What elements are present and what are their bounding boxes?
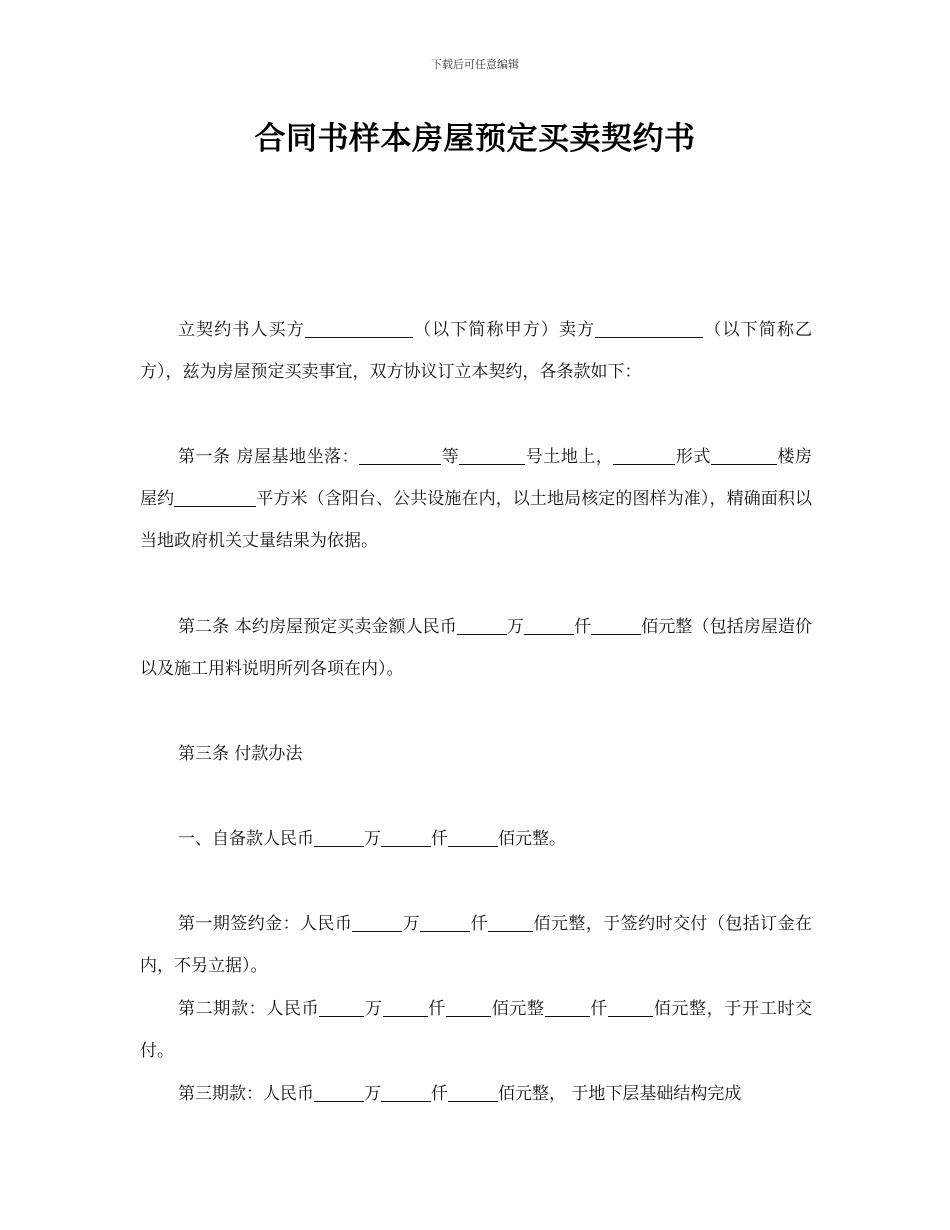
period-2-paragraph — [140, 988, 812, 1072]
blank-line — [545, 999, 590, 1017]
blank-line — [608, 999, 653, 1017]
text-segment: 形式 — [675, 447, 711, 467]
blank-line — [174, 489, 256, 507]
document-title: 合同书样本房屋预定买卖契约书 — [254, 121, 696, 157]
blank-line — [595, 320, 703, 338]
text-segment: 第二期款：人民币 — [178, 999, 320, 1019]
blank-line — [383, 999, 428, 1017]
article-2-paragraph — [140, 606, 812, 690]
blank-line — [711, 447, 777, 465]
text-segment: 仟 — [427, 999, 447, 1019]
blank-line — [448, 829, 498, 847]
text-segment: 佰元整， 于地下层基础结构完成 — [498, 1084, 742, 1104]
blank-line — [305, 320, 413, 338]
text-segment: 仟 — [589, 999, 609, 1019]
blank-line — [524, 617, 574, 635]
text-segment: 等 — [441, 447, 460, 467]
text-segment: 仟 — [470, 914, 489, 934]
text-segment: 万 — [364, 999, 383, 1019]
blank-line — [314, 829, 364, 847]
blank-line — [381, 1084, 431, 1102]
text-segment: 佰元整（包括房屋造价以及施工用料说明所列各项在内）。 — [140, 617, 813, 679]
article-3-paragraph — [140, 733, 812, 775]
text-segment: 仟 — [431, 1084, 448, 1104]
header-note: 下载后可任意编辑 — [431, 58, 519, 71]
blank-line — [446, 999, 491, 1017]
blank-line — [319, 999, 364, 1017]
period-3-paragraph — [140, 1073, 812, 1115]
text-segment: 号土地上， — [525, 447, 614, 467]
text-segment: （以下简称乙方），兹为房屋预定买卖事宜，双方协议订立本契约，各条款如下： — [140, 320, 812, 382]
text-segment: 佰元整，于签约时交付（包括订金在内，不另立据）。 — [140, 914, 813, 976]
text-segment: 万 — [506, 617, 524, 637]
blank-line — [352, 914, 402, 932]
period-1-paragraph — [140, 903, 812, 987]
text-segment: 楼房屋约 — [140, 447, 813, 509]
blank-line — [459, 447, 525, 465]
text-segment: 佰元整，于开工时交付。 — [140, 999, 813, 1061]
blank-line — [359, 447, 441, 465]
self-funded-paragraph — [140, 818, 812, 860]
text-segment: 佰元整 — [491, 999, 545, 1019]
text-segment: 万 — [364, 829, 381, 849]
blank-line — [591, 617, 641, 635]
text-segment: 第二条 本约房屋预定买卖金额人民币 — [178, 617, 457, 637]
text-segment: （以下简称甲方）卖方 — [412, 320, 596, 340]
blank-line — [381, 829, 431, 847]
text-segment: 平方米（含阳台、公共设施在内，以土地局核定的图样为准），精确面积以当地政府机关丈量结果为依据。 — [140, 489, 813, 551]
blank-line — [488, 914, 533, 932]
intro-paragraph — [140, 309, 812, 393]
text-segment: 立契约书人买方 — [178, 320, 305, 340]
text-segment: 仟 — [574, 617, 592, 637]
article-1-paragraph — [140, 436, 812, 562]
text-segment: 第一条 房屋基地坐落： — [178, 447, 360, 467]
blank-line — [613, 447, 675, 465]
text-segment: 万 — [402, 914, 421, 934]
blank-line — [420, 914, 470, 932]
blank-line — [457, 617, 507, 635]
blank-line — [448, 1084, 498, 1102]
text-segment: 第三条 付款办法 — [178, 744, 303, 764]
text-segment: 第一期签约金：人民币 — [178, 914, 353, 934]
text-segment: 一、自备款人民币 — [178, 829, 314, 849]
text-segment: 万 — [364, 1084, 381, 1104]
text-segment: 佰元整。 — [498, 829, 566, 849]
text-segment: 仟 — [431, 829, 448, 849]
blank-line — [314, 1084, 364, 1102]
text-segment: 第三期款：人民币 — [178, 1084, 314, 1104]
